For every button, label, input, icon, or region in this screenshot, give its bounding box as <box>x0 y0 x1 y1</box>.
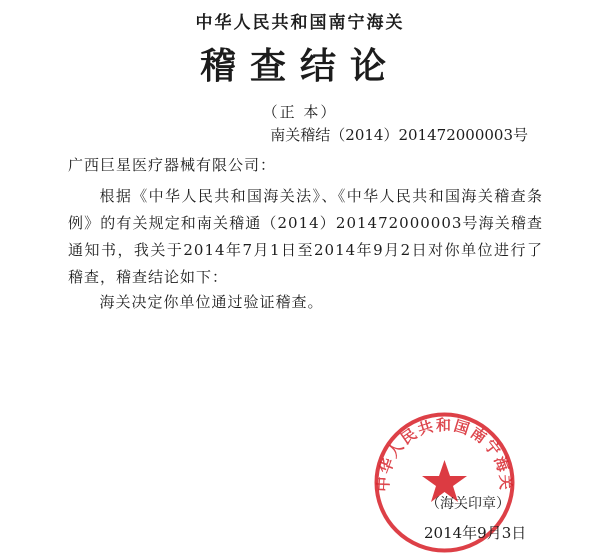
seal-ring-text: 中华人民共和国南宁海关 <box>374 416 515 493</box>
decision-statement: 海关决定你单位通过验证稽查。 <box>99 293 324 311</box>
body-paragraph: 根据《中华人民共和国海关法》、《中华人民共和国海关稽查条例》的有关规定和南关稽通（2014）201472000003号海关稽查通知书，我关于2014年7月1日至2014年9月2日对你单位进行了稽查，稽查结论如下： <box>68 187 543 286</box>
copy-mark: （正 本） <box>262 103 338 121</box>
document-title: 稽查结论 <box>199 46 400 87</box>
seal-label: （海关印章） <box>426 496 510 512</box>
addressee: 广西巨星医疗器械有限公司： <box>68 156 277 174</box>
document-date: 2014年9月3日 <box>424 524 527 542</box>
issuing-authority: 中华人民共和国南宁海关 <box>195 13 405 33</box>
document-number: 南关稽结（2014）201472000003号 <box>270 126 528 144</box>
